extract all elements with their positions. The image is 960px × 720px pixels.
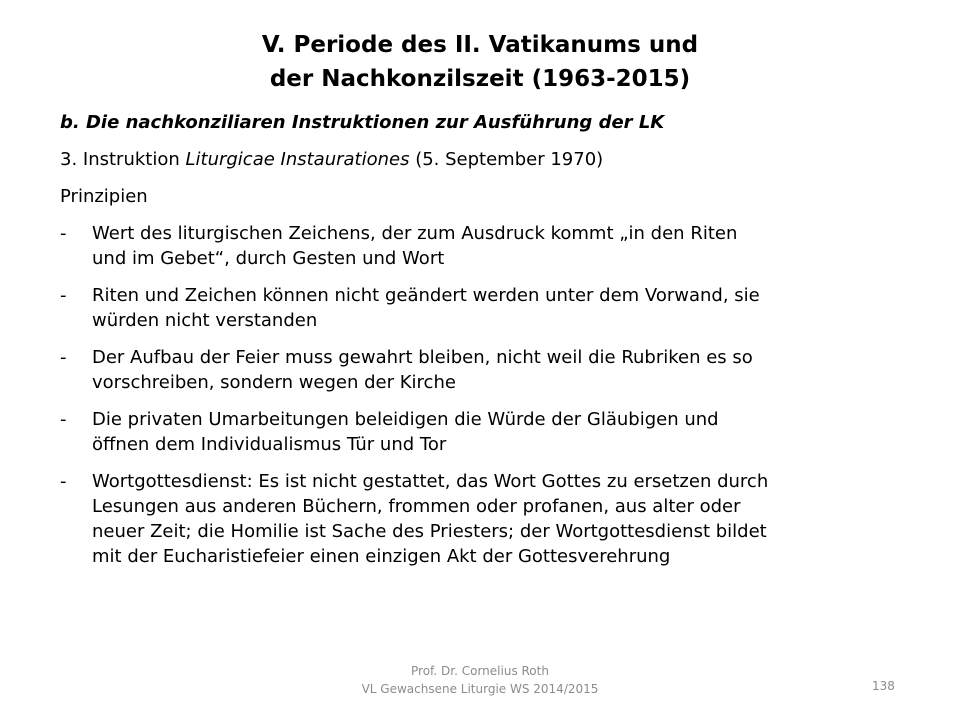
instruction-name: Liturgicae Instaurationes [185, 149, 410, 170]
bullet-dash: - [60, 285, 67, 306]
bullet-dash: - [60, 347, 67, 368]
bullet-item [60, 283, 920, 333]
bullet-item [60, 221, 920, 271]
page-number: 138 [872, 679, 895, 693]
bullet-item [60, 469, 920, 569]
bullet-dash: - [60, 409, 67, 430]
bullet-dash: - [60, 471, 67, 492]
bullet-line: würden nicht verstanden [92, 310, 318, 331]
bullet-dash: - [60, 223, 67, 244]
footer-author: Prof. Dr. Cornelius Roth [411, 664, 549, 678]
slide-title-line-1: V. Periode des II. Vatikanums und [261, 32, 699, 58]
bullet-line: mit der Eucharistiefeier einen einzigen Akt der Gottesverehrung [92, 546, 671, 567]
section-label: Prinzipien [60, 186, 148, 207]
bullet-line: Die privaten Umarbeitungen beleidigen die Würde der Gläubigen und [92, 409, 719, 430]
bullet-line: öffnen dem Individualismus Tür und Tor [92, 434, 447, 455]
footer-course: VL Gewachsene Liturgie WS 2014/2015 [361, 682, 599, 696]
bullet-line: Wert des liturgischen Zeichens, der zum Ausdruck kommt „in den Riten [92, 223, 738, 244]
bullet-item [60, 345, 920, 395]
instruction-line [60, 147, 920, 172]
slide-body [60, 110, 920, 581]
bullet-line: vorschreiben, sondern wegen der Kirche [92, 372, 456, 393]
bullet-line: neuer Zeit; die Homilie ist Sache des Priesters; der Wortgottesdienst bildet [92, 521, 767, 542]
bullet-line: und im Gebet“, durch Gesten und Wort [92, 248, 445, 269]
bullet-line: Wortgottesdienst: Es ist nicht gestattet, das Wort Gottes zu ersetzen durch [92, 471, 769, 492]
slide-footer [0, 662, 960, 698]
bullet-line: Riten und Zeichen können nicht geändert werden unter dem Vorwand, sie [92, 285, 760, 306]
instruction-prefix: 3. Instruktion [60, 149, 186, 170]
bullet-item [60, 407, 920, 457]
bullet-line: Lesungen aus anderen Büchern, frommen oder profanen, aus alter oder [92, 496, 741, 517]
slide-title-line-2: der Nachkonzilszeit (1963-2015) [269, 66, 691, 92]
instruction-suffix: (5. September 1970) [409, 149, 604, 170]
bullet-line: Der Aufbau der Feier muss gewahrt bleiben, nicht weil die Rubriken es so [92, 347, 753, 368]
slide-title [0, 28, 960, 96]
subheading: b. Die nachkonziliaren Instruktionen zur Ausführung der LK [60, 112, 665, 133]
